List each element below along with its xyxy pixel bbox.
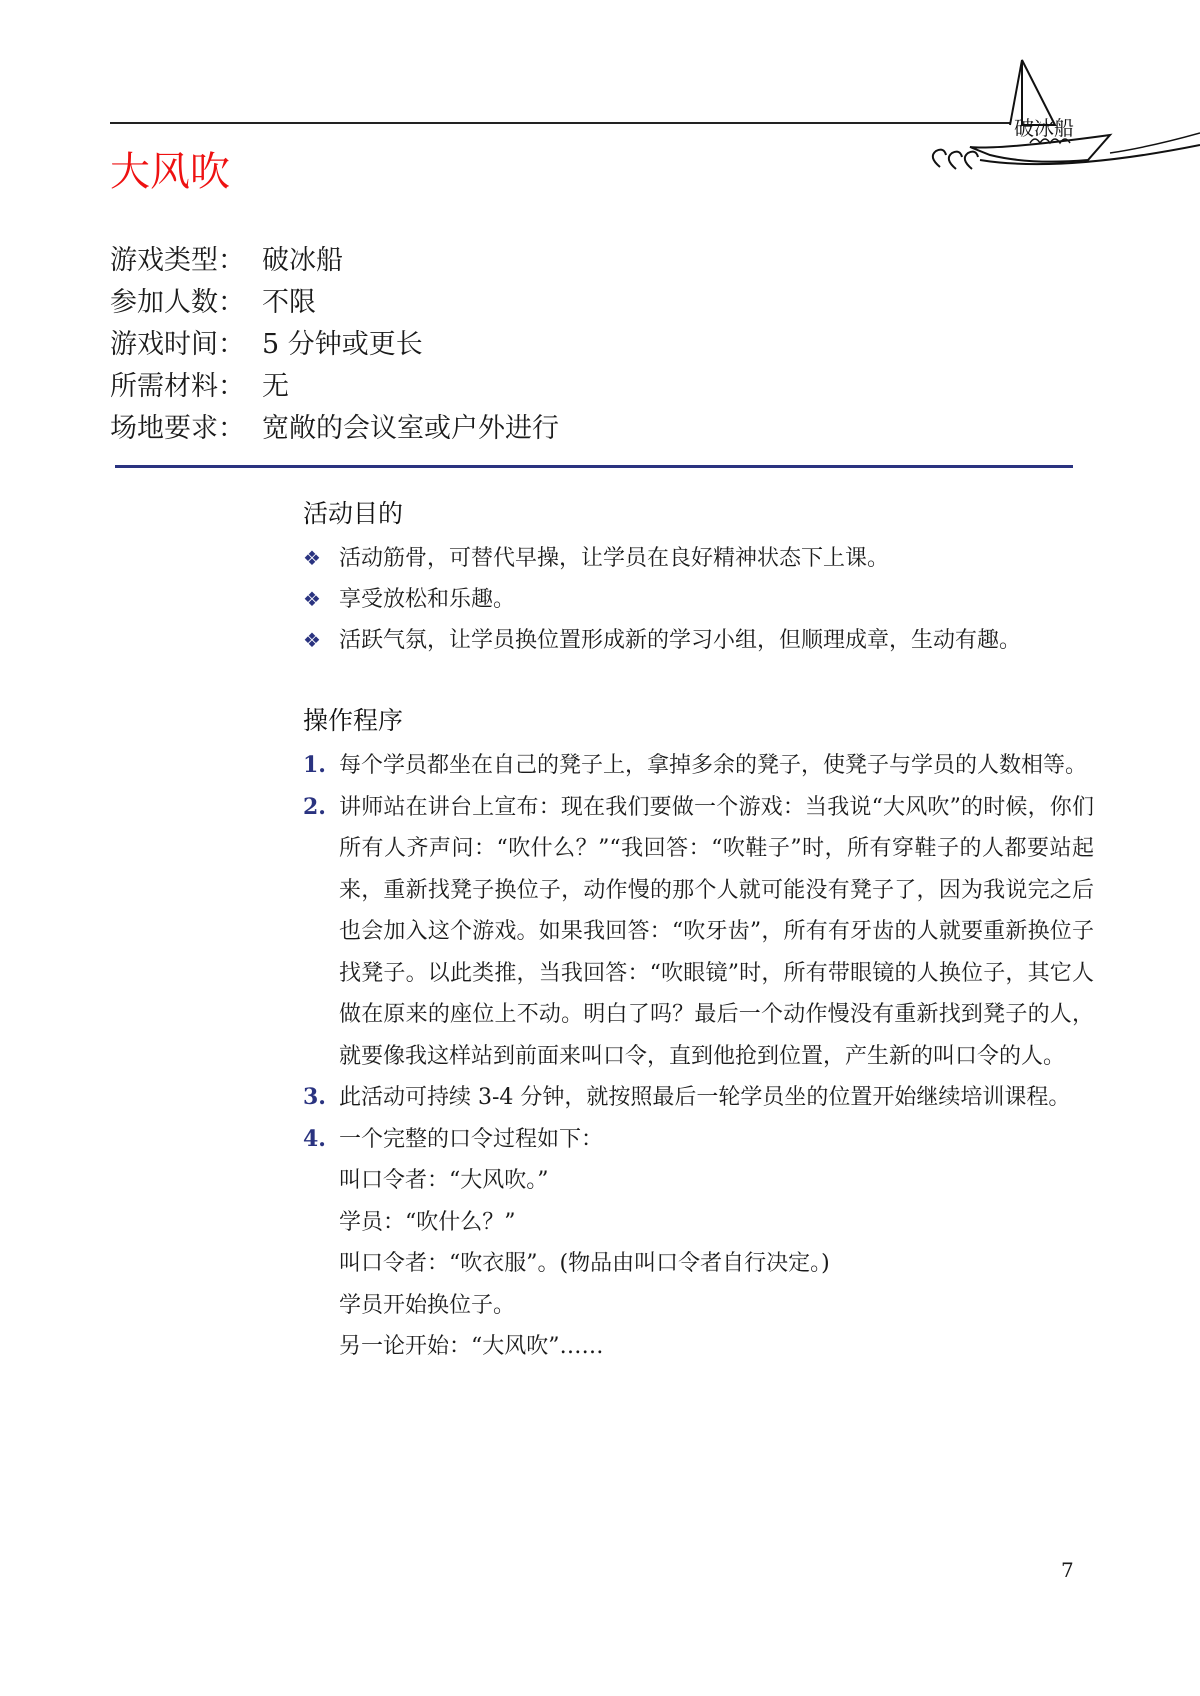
step-text: 讲师站在讲台上宣布：现在我们要做一个游戏：当我说“大风吹”的时候，你们所有人齐声问：“吹什么？”“我回答：“吹鞋子”时，所有穿鞋子的人都要站起来，重新找凳子换位子，动作慢的那个人就可能没有凳子了，因为我说完之后也会加入这个游戏。如果我回答：“吹牙齿”，所有有牙齿的人就要重新换位子找凳子。以此类推，当我回答：“吹眼镜”时，所有带眼镜的人换位子，其它人做在原来的座位上不动。明白了吗？最后一个动作慢没有重新找到凳子的人，就要像我这样站到前面来叫口令，直到他抢到位置，产生新的叫口令的人。 [339,794,1094,1069]
info-value: 无 [262,371,289,402]
section-divider [115,465,1073,468]
list-item [303,1077,1103,1119]
info-row-time [110,324,559,366]
info-label: 游戏类型： [110,245,245,276]
page-number: 7 [1061,1558,1074,1582]
list-item [303,538,1103,579]
info-label: 场地要求： [110,413,245,444]
list-item [303,787,1103,1078]
procedure-heading: 操作程序 [303,706,404,735]
logo-text: 破冰船 [1014,116,1074,140]
list-item [303,1119,1103,1368]
objective-text: 活动筋骨，可替代早操，让学员在良好精神状态下上课。 [339,546,890,571]
info-value: 不限 [262,287,316,318]
list-item [303,745,1103,787]
info-label: 游戏时间： [110,329,245,360]
step-number: 2. [303,793,326,820]
objectives-list [303,538,1103,661]
page-title: 大风吹 [110,149,230,195]
diamond-bullet-icon: ❖ [303,587,321,611]
info-row-participants [110,282,559,324]
step-number: 3. [303,1084,326,1110]
list-item [303,620,1103,661]
step-number: 4. [303,1125,326,1152]
game-info [110,240,559,450]
objectives-section [303,494,1103,661]
info-row-venue [110,408,559,450]
step-body [339,1119,1094,1368]
step-text: 此活动可持续 3-4 分钟，就按照最后一轮学员坐的位置开始继续培训课程。 [339,1085,1071,1110]
procedure-section [303,701,1103,1368]
diamond-bullet-icon: ❖ [303,546,321,570]
dialogue-line: 叫口令者：“吹衣服”。(物品由叫口令者自行决定。) [339,1251,830,1276]
dialogue-line: 学员开始换位子。 [339,1292,516,1318]
header-rule [110,122,1010,124]
info-value: 破冰船 [262,245,343,276]
info-value: 5 分钟或更长 [262,329,423,360]
info-label: 参加人数： [110,287,245,318]
step-number: 1. [303,752,326,778]
dialogue-line: 学员：“吹什么？” [339,1209,516,1235]
info-row-type [110,240,559,282]
step-text: 每个学员都坐在自己的凳子上，拿掉多余的凳子，使凳子与学员的人数相等。 [339,753,1088,778]
list-item [303,579,1103,620]
objective-text: 享受放松和乐趣。 [339,587,516,612]
dialogue-line: 另一论开始：“大风吹”…… [339,1334,604,1359]
objectives-heading: 活动目的 [303,499,404,528]
objective-text: 活跃气氛，让学员换位置形成新的学习小组，但顺理成章，生动有趣。 [339,628,1022,653]
info-label: 所需材料： [110,371,245,402]
procedure-list [303,745,1103,1368]
dialogue-line: 叫口令者：“大风吹。” [339,1168,549,1193]
step-text: 一个完整的口令过程如下： [339,1126,604,1152]
diamond-bullet-icon: ❖ [303,628,321,652]
info-value: 宽敞的会议室或户外进行 [262,413,559,444]
info-row-materials [110,366,559,408]
